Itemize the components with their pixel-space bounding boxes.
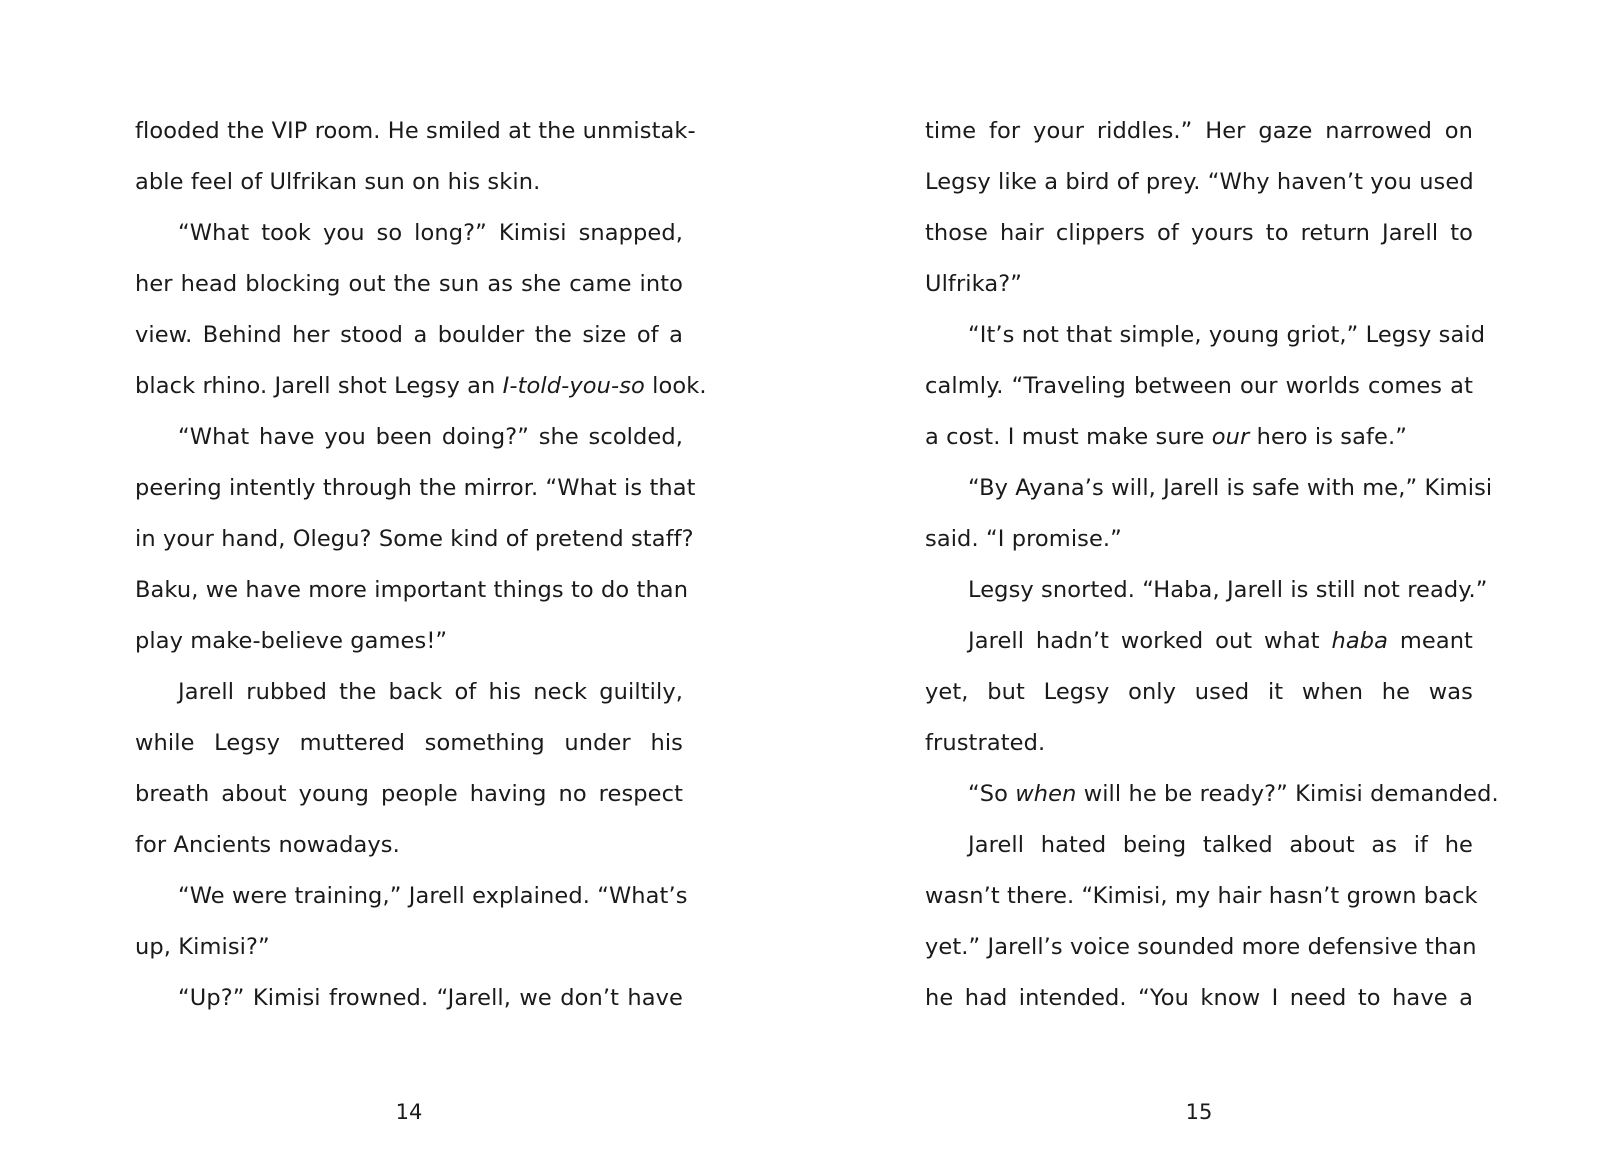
italic-text: I-told-you-so: [502, 373, 645, 399]
text-segment: “So: [968, 781, 1016, 807]
text-line: able feel of Ulfrikan sun on his skin.: [135, 169, 541, 195]
text-line: up, Kimisi?”: [135, 934, 270, 960]
text-line: [925, 412, 1473, 463]
text-line: view. Behind her stood a boulder the size of a: [135, 322, 683, 348]
text-line: flooded the VIP room. He smiled at the unmistak-: [135, 118, 696, 144]
left-page-number: 14: [395, 1100, 423, 1124]
text-segment: hero is safe.”: [1249, 424, 1407, 450]
text-line: he had intended. “You know I need to have a: [925, 985, 1473, 1011]
text-segment: meant: [1388, 628, 1473, 654]
text-segment: will he be ready?” Kimisi demanded.: [1076, 781, 1499, 807]
text-line: frustrated.: [925, 730, 1046, 756]
text-line: play make-believe games!”: [135, 628, 448, 654]
text-line: Jarell hated being talked about as if he: [968, 832, 1473, 858]
text-line: those hair clippers of yours to return Jarell to: [925, 220, 1473, 246]
text-line: Legsy like a bird of prey. “Why haven’t you used: [925, 169, 1474, 195]
text-line: Ulfrika?”: [925, 271, 1023, 297]
text-line: wasn’t there. “Kimisi, my hair hasn’t grown back: [925, 883, 1478, 909]
italic-text: haba: [1331, 628, 1389, 654]
text-line: yet, but Legsy only used it when he was: [925, 679, 1473, 705]
text-line: in your hand, Olegu? Some kind of pretend staff?: [135, 526, 694, 552]
text-line: calmly. “Traveling between our worlds comes at: [925, 373, 1473, 399]
text-line: her head blocking out the sun as she came into: [135, 271, 683, 297]
text-segment: look.: [644, 373, 707, 399]
right-page-text: [925, 106, 1499, 1024]
text-line: “By Ayana’s will, Jarell is safe with me,” Kimisi: [968, 475, 1493, 501]
text-line: while Legsy muttered something under his: [135, 730, 683, 756]
text-line: peering intently through the mirror. “What is that: [135, 475, 696, 501]
italic-text: when: [1015, 781, 1077, 807]
text-line: Jarell rubbed the back of his neck guiltily,: [178, 679, 683, 705]
text-line: [925, 616, 1473, 667]
text-segment: Jarell hadn’t worked out what: [968, 628, 1332, 654]
text-line: Legsy snorted. “Haba, Jarell is still not ready.”: [968, 577, 1488, 603]
right-page-number: 15: [1185, 1100, 1213, 1124]
text-line: “Up?” Kimisi frowned. “Jarell, we don’t have: [178, 985, 683, 1011]
text-segment: black rhino. Jarell shot Legsy an: [135, 373, 503, 399]
text-line: “It’s not that simple, young griot,” Legsy said: [968, 322, 1486, 348]
left-page-text: [135, 106, 707, 1024]
italic-text: our: [1211, 424, 1250, 450]
text-line: time for your riddles.” Her gaze narrowed on: [925, 118, 1473, 144]
text-line: “What took you so long?” Kimisi snapped,: [178, 220, 683, 246]
text-line: Baku, we have more important things to do than: [135, 577, 689, 603]
text-line: for Ancients nowadays.: [135, 832, 400, 858]
text-line: “What have you been doing?” she scolded,: [178, 424, 683, 450]
text-line: [925, 769, 1499, 820]
text-line: [135, 361, 707, 412]
text-line: yet.” Jarell’s voice sounded more defensive than: [925, 934, 1477, 960]
text-line: breath about young people having no respect: [135, 781, 683, 807]
text-line: said. “I promise.”: [925, 526, 1122, 552]
text-line: “We were training,” Jarell explained. “What’s: [178, 883, 688, 909]
text-segment: a cost. I must make sure: [925, 424, 1212, 450]
